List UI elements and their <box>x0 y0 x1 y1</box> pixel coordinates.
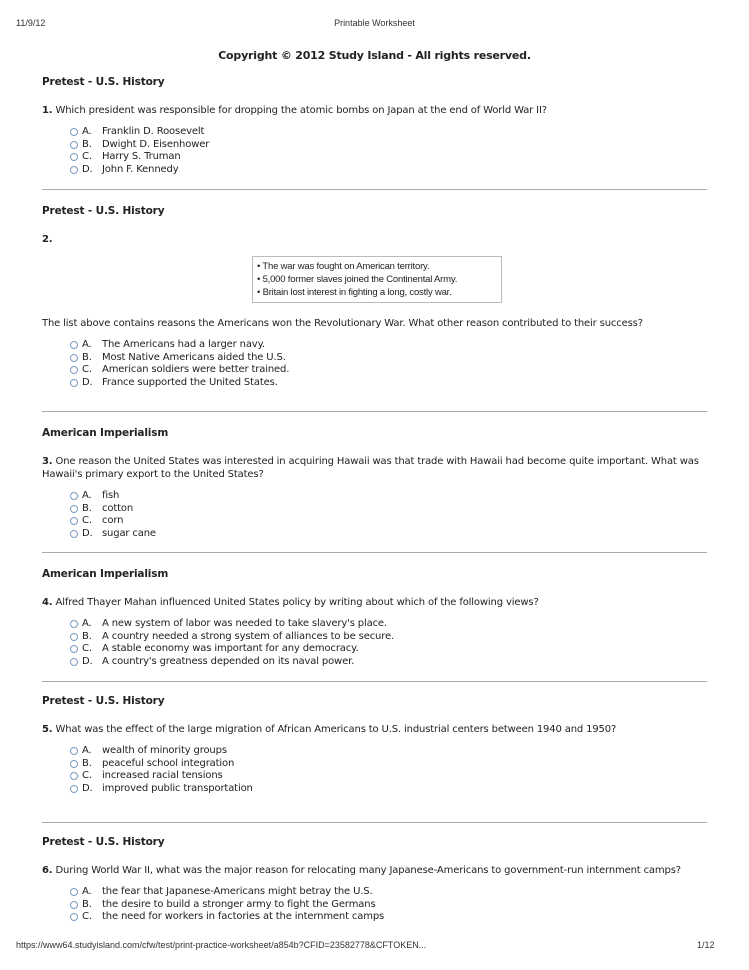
section-divider <box>42 681 707 682</box>
question-block <box>42 836 707 924</box>
radio-button-icon[interactable] <box>70 772 78 780</box>
radio-button-icon[interactable] <box>70 492 78 500</box>
option-text: peaceful school integration <box>102 757 235 769</box>
radio-button-icon[interactable] <box>70 645 78 653</box>
answer-option[interactable] <box>70 164 707 177</box>
answer-option[interactable] <box>70 126 707 139</box>
option-letter: B. <box>82 630 92 642</box>
answer-options <box>70 745 707 795</box>
option-letter: B. <box>82 757 92 769</box>
option-text: Most Native Americans aided the U.S. <box>102 351 286 363</box>
option-text: The Americans had a larger navy. <box>102 339 265 350</box>
option-letter: B. <box>82 138 92 150</box>
radio-button-icon[interactable] <box>70 141 78 149</box>
answer-option[interactable] <box>70 631 707 644</box>
answer-options <box>70 618 707 668</box>
question-text-body: Alfred Thayer Mahan influenced United States policy by writing about which of the following views? <box>55 597 539 608</box>
radio-button-icon[interactable] <box>70 341 78 349</box>
question-block <box>42 695 707 795</box>
answer-option[interactable] <box>70 899 707 912</box>
radio-button-icon[interactable] <box>70 366 78 374</box>
option-text: A country's greatness depended on its naval power. <box>102 655 355 667</box>
stimulus-item: • Britain lost interest in fighting a long, costly war. <box>257 287 452 298</box>
option-letter: D. <box>82 655 93 667</box>
answer-option[interactable] <box>70 770 707 783</box>
option-letter: B. <box>82 351 92 363</box>
option-letter: C. <box>82 151 92 163</box>
print-title: Printable Worksheet <box>334 18 415 28</box>
answer-option[interactable] <box>70 886 707 899</box>
option-text: the desire to build a stronger army to fight the Germans <box>102 898 376 910</box>
option-text: John F. Kennedy <box>102 163 179 175</box>
option-letter: C. <box>82 515 92 527</box>
question-number-label: 2. <box>42 234 53 245</box>
print-date: 11/9/12 <box>16 18 46 28</box>
section-divider <box>42 411 707 412</box>
option-text: sugar cane <box>102 527 156 539</box>
page-number: 1/12 <box>697 940 715 950</box>
option-letter: A. <box>82 618 92 629</box>
answer-option[interactable] <box>70 783 707 796</box>
option-letter: D. <box>82 376 93 388</box>
radio-button-icon[interactable] <box>70 888 78 896</box>
option-text: corn <box>102 515 124 527</box>
radio-button-icon[interactable] <box>70 128 78 136</box>
answer-option[interactable] <box>70 490 707 503</box>
question-number-label: 3. <box>42 456 53 467</box>
radio-button-icon[interactable] <box>70 379 78 387</box>
answer-option[interactable] <box>70 503 707 516</box>
radio-button-icon[interactable] <box>70 760 78 768</box>
answer-option[interactable] <box>70 528 707 541</box>
radio-button-icon[interactable] <box>70 354 78 362</box>
radio-button-icon[interactable] <box>70 633 78 641</box>
answer-options <box>70 339 707 389</box>
option-letter: A. <box>82 745 92 756</box>
answer-option[interactable] <box>70 656 707 669</box>
option-letter: C. <box>82 770 92 782</box>
question-number-label: 4. <box>42 597 53 608</box>
question-text-body: Which president was responsible for dropping the atomic bombs on Japan at the end of World War II? <box>55 105 547 116</box>
section-heading: Pretest - U.S. History <box>42 695 165 707</box>
option-text: the need for workers in factories at the internment camps <box>102 911 385 923</box>
radio-button-icon[interactable] <box>70 505 78 513</box>
stimulus-item: • 5,000 former slaves joined the Continental Army. <box>257 274 458 285</box>
question-block <box>42 205 707 389</box>
question-text-body: One reason the United States was interested in acquiring Hawaii was that trade with Hawaii had become quite important. What was Hawaii's primary export to the United States? <box>42 456 699 480</box>
answer-options <box>70 126 707 176</box>
section-heading: Pretest - U.S. History <box>42 205 165 217</box>
option-letter: A. <box>82 339 92 350</box>
question-text: The list above contains reasons the Americans won the Revolutionary War. What other reason contributed to their success? <box>42 318 643 329</box>
section-heading: Pretest - U.S. History <box>42 836 165 848</box>
question-text <box>42 723 707 736</box>
section-divider <box>42 822 707 823</box>
footer-url: https://www64.studyisland.com/cfw/test/print-practice-worksheet/a854b?CFID=23582778&CFTOKEN... <box>16 940 427 950</box>
option-text: A country needed a strong system of alliances to be secure. <box>102 630 395 642</box>
option-text: Harry S. Truman <box>102 151 181 163</box>
answer-option[interactable] <box>70 515 707 528</box>
question-text-body: During World War II, what was the major reason for relocating many Japanese-Americans to government-run internment camps? <box>55 865 681 876</box>
question-block <box>42 427 707 540</box>
option-text: the fear that Japanese-Americans might betray the U.S. <box>102 886 373 897</box>
radio-button-icon[interactable] <box>70 530 78 538</box>
option-letter: D. <box>82 527 93 539</box>
option-letter: A. <box>82 126 92 137</box>
question-text <box>42 864 707 877</box>
option-letter: B. <box>82 898 92 910</box>
option-text: fish <box>102 490 120 501</box>
option-text: Franklin D. Roosevelt <box>102 126 205 137</box>
answer-option[interactable] <box>70 339 707 352</box>
answer-option[interactable] <box>70 618 707 631</box>
radio-button-icon[interactable] <box>70 166 78 174</box>
answer-option[interactable] <box>70 139 707 152</box>
question-text <box>42 596 707 609</box>
radio-button-icon[interactable] <box>70 747 78 755</box>
option-letter: C. <box>82 911 92 923</box>
option-letter: C. <box>82 643 92 655</box>
question-number-label: 6. <box>42 865 53 876</box>
option-text: increased racial tensions <box>102 770 223 782</box>
stimulus-box <box>252 256 502 303</box>
option-letter: A. <box>82 490 92 501</box>
radio-button-icon[interactable] <box>70 153 78 161</box>
answer-option[interactable] <box>70 352 707 365</box>
section-heading: Pretest - U.S. History <box>42 76 165 88</box>
option-text: American soldiers were better trained. <box>102 364 290 376</box>
radio-button-icon[interactable] <box>70 658 78 666</box>
answer-option[interactable] <box>70 643 707 656</box>
option-text: A stable economy was important for any democracy. <box>102 643 359 655</box>
answer-option[interactable] <box>70 758 707 771</box>
answer-options <box>70 490 707 540</box>
answer-option[interactable] <box>70 364 707 377</box>
question-text-body: What was the effect of the large migration of African Americans to U.S. industrial centers between 1940 and 1950? <box>55 724 617 735</box>
answer-option[interactable] <box>70 151 707 164</box>
answer-option[interactable] <box>70 377 707 390</box>
stimulus-item: • The war was fought on American territory. <box>257 261 430 272</box>
radio-button-icon[interactable] <box>70 785 78 793</box>
answer-option[interactable] <box>70 911 707 924</box>
section-heading: American Imperialism <box>42 568 169 580</box>
question-number-label: 1. <box>42 105 53 116</box>
option-text: cotton <box>102 502 134 514</box>
question-block <box>42 568 707 668</box>
option-text: France supported the United States. <box>102 376 278 388</box>
question-number-label: 5. <box>42 724 53 735</box>
radio-button-icon[interactable] <box>70 901 78 909</box>
question-block <box>42 76 707 176</box>
option-letter: D. <box>82 782 93 794</box>
option-text: wealth of minority groups <box>102 745 227 756</box>
question-text <box>42 455 707 481</box>
option-text: Dwight D. Eisenhower <box>102 138 210 150</box>
answer-options <box>70 886 707 924</box>
radio-button-icon[interactable] <box>70 913 78 921</box>
option-letter: C. <box>82 364 92 376</box>
option-text: improved public transportation <box>102 782 253 794</box>
answer-option[interactable] <box>70 745 707 758</box>
option-text: A new system of labor was needed to take slavery's place. <box>102 618 387 629</box>
question-number <box>42 233 707 246</box>
option-letter: D. <box>82 163 93 175</box>
radio-button-icon[interactable] <box>70 517 78 525</box>
section-heading: American Imperialism <box>42 427 169 439</box>
option-letter: A. <box>82 886 92 897</box>
copyright-notice: Copyright © 2012 Study Island - All rights reserved. <box>218 49 531 62</box>
question-text <box>42 104 707 117</box>
radio-button-icon[interactable] <box>70 620 78 628</box>
section-divider <box>42 552 707 553</box>
section-divider <box>42 189 707 190</box>
option-letter: B. <box>82 502 92 514</box>
